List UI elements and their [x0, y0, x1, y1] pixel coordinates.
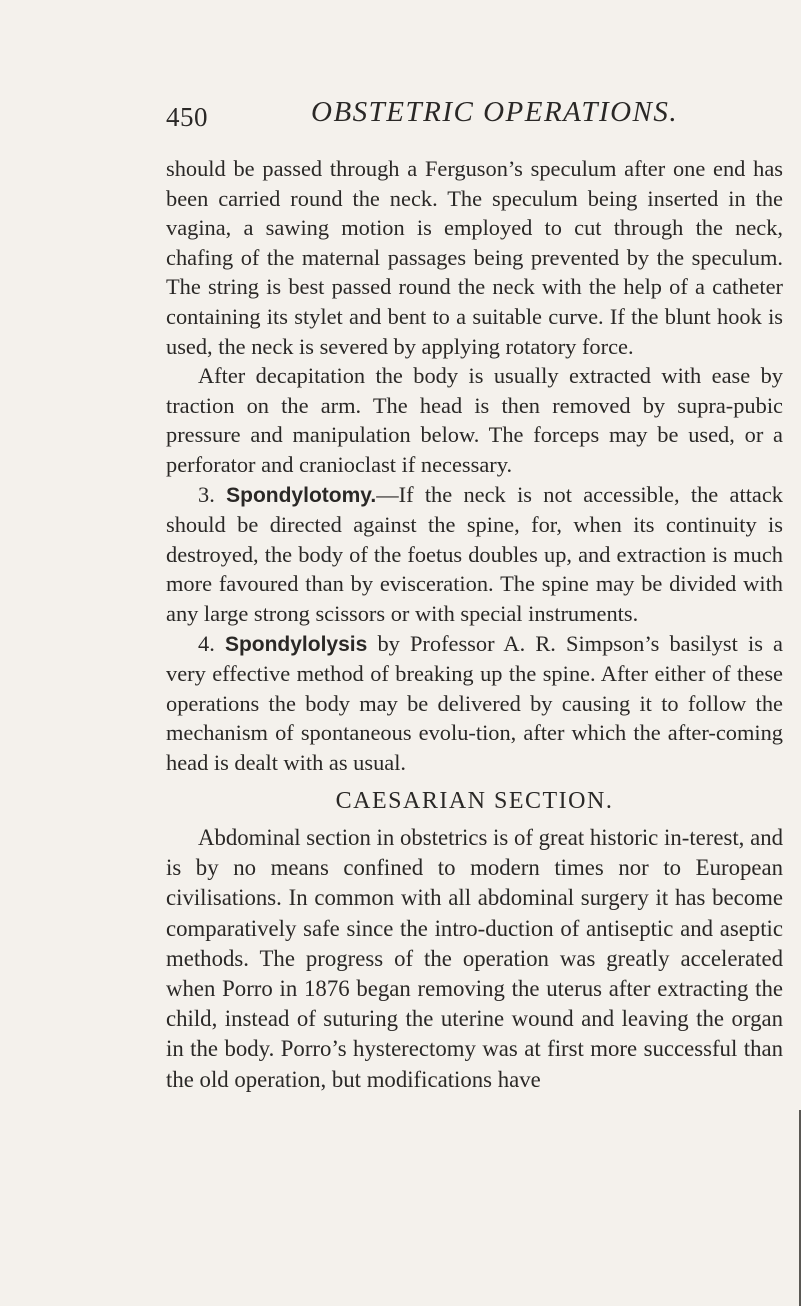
item-number: 4. [198, 630, 215, 656]
body-text [166, 154, 783, 1095]
item-number: 3. [198, 481, 215, 507]
item-text: by Professor A. R. Simpson’s basilyst is a very effective method of breaking up the spine. After either of these operations the body may be delivered by causing it to follow the mechanism of spontaneous evolu-tion, after which the after-coming head is dealt with as usual. [166, 630, 783, 775]
section-title: CAESARIAN SECTION. [335, 788, 614, 815]
paragraph-caesarian: Abdominal section in obstetrics is of great historic in-terest, and is by no means confined to modern times nor to European civilisations. In common with all abdominal surgery it has become comparatively safe since the intro-duction of antiseptic and aseptic methods. The progress of the operation was greatly accelerated when Porro in 1876 began removing the uterus after extracting the child, instead of suturing the uterine wound and leaving the organ in the body. Porro’s hysterectomy was at first more successful than the old operation, but modifications have [166, 825, 783, 1092]
page-header [0, 92, 801, 132]
item-heading: Spondylotomy. [226, 483, 377, 507]
paragraph-extraction: After decapitation the body is usually extracted with ease by traction on the arm. The head is then removed by supra-pubic pressure and manipulation below. The forceps may be used, or a perforator and cranioclast if necessary. [166, 363, 783, 477]
item-spondylolysis [166, 629, 783, 778]
page-number: 450 [166, 102, 208, 132]
item-heading: Spondylolysis [224, 632, 368, 656]
item-spondylotomy [166, 480, 783, 629]
paragraph-decapitation-continued: should be passed through a Ferguson’s speculum after one end has been carried round the neck. The speculum being inserted in the vagina, a sawing motion is employed to cut through the neck, chafing of the maternal passages being prevented by the speculum. The string is best passed round the neck with the help of a catheter containing its stylet and bent to a suitable curve. If the blunt hook is used, the neck is severed by applying rotatory force. [166, 156, 783, 359]
running-head: OBSTETRIC OPERATIONS. [311, 96, 679, 128]
item-text: —If the neck is not accessible, the attack should be directed against the spine, for, when its continuity is destroyed, the body of the foetus doubles up, and extraction is much more favoured than by evisceration. The spine may be divided with any large strong scissors or with special instruments. [166, 481, 783, 626]
